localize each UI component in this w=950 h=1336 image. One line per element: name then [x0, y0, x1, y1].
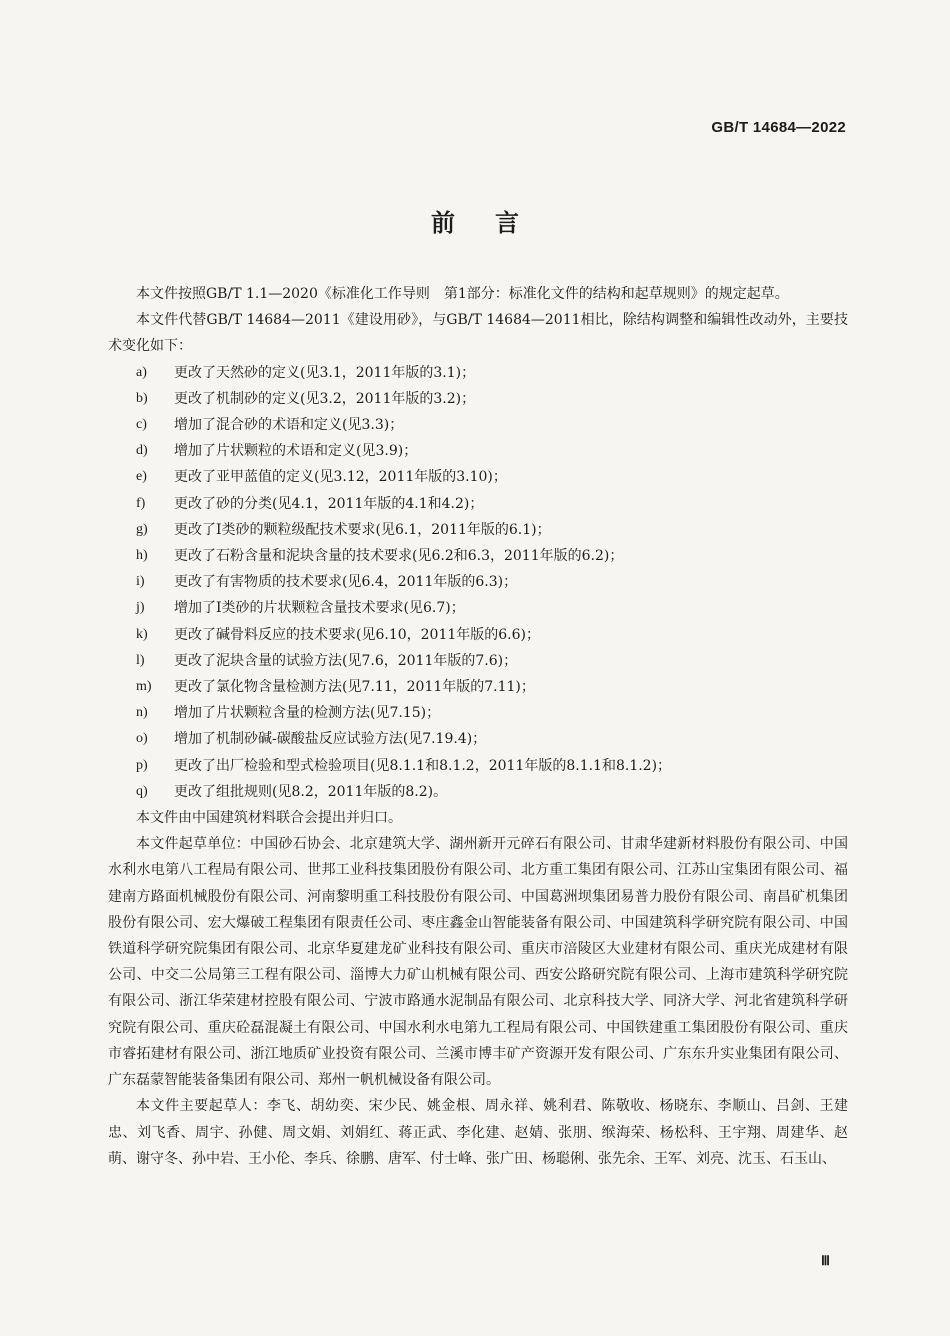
- list-marker: i): [136, 574, 145, 590]
- list-item-text: 增加了Ⅰ类砂的片状颗粒含量技术要求(见6.7)；: [174, 600, 465, 617]
- list-item-text: 增加了机制砂碱-碳酸盐反应试验方法(见7.19.4)；: [174, 731, 487, 748]
- technical-changes-list: [108, 360, 848, 805]
- list-item: [108, 438, 848, 464]
- list-item: [108, 726, 848, 752]
- list-item-text: 更改了碱骨料反应的技术要求(见6.10，2011年版的6.6)；: [174, 626, 540, 643]
- list-marker: h): [136, 548, 148, 564]
- list-item-text: 更改了Ⅰ类砂的颗粒级配技术要求(见6.1，2011年版的6.1)；: [174, 521, 551, 538]
- list-marker: q): [136, 783, 148, 799]
- list-marker: b): [136, 390, 148, 406]
- list-item: [108, 360, 848, 386]
- list-marker: a): [136, 364, 147, 380]
- list-marker: n): [136, 705, 148, 721]
- list-marker: p): [136, 757, 148, 773]
- list-item: [108, 464, 848, 490]
- list-marker: g): [136, 521, 148, 537]
- list-marker: c): [136, 417, 147, 433]
- list-marker: j): [136, 600, 145, 616]
- list-item: [108, 543, 848, 569]
- paragraph-drafting-rules: 本文件按照GB/T 1.1—2020《标准化工作导则 第1部分：标准化文件的结构和起草规则》的规定起草。: [136, 286, 789, 302]
- list-item: [108, 674, 848, 700]
- list-item-text: 更改了出厂检验和型式检验项目(见8.1.1和8.1.2，2011年版的8.1.1和8.1.2)；: [174, 757, 672, 774]
- list-item: [108, 595, 848, 621]
- list-item: [108, 753, 848, 779]
- list-item-text: 更改了氯化物含量检测方法(见7.11，2011年版的7.11)；: [174, 679, 535, 696]
- page-number: Ⅲ: [821, 1253, 830, 1268]
- list-item: [108, 622, 848, 648]
- list-item: [108, 491, 848, 517]
- list-item-text: 增加了片状颗粒的术语和定义(见3.9)；: [174, 443, 418, 460]
- paragraph-drafting-units: 本文件起草单位：中国砂石协会、北京建筑大学、湖州新开元碎石有限公司、甘肃华建新材料股份有限公司、中国水利水电第八工程局有限公司、世邦工业科技集团股份有限公司、北方重工集团有限公司、江苏山宝集团有限公司、福建南方路面机械股份有限公司、河南黎明重工科技股份有限公司、中国葛洲坝集团易普力股份有限公司、南昌矿机集团股份有限公司、宏大爆破工程集团有限责任公司、枣庄鑫金山智能装备有限公司、中国建筑科学研究院有限公司、中国铁道科学研究院集团有限公司、北京华夏建龙矿业科技有限公司、重庆市涪陵区大业建材有限公司、重庆光成建材有限公司、中交二公局第三工程有限公司、淄博大力矿山机械有限公司、西安公路研究院有限公司、上海市建筑科学研究院有限公司、浙江华荣建材控股有限公司、宁波市路通水泥制品有限公司、北京科技大学、同济大学、河北省建筑科学研究院有限公司、重庆砼磊混凝土有限公司、中国水利水电第九工程局有限公司、中国铁建重工集团股份有限公司、重庆市睿拓建材有限公司、浙江地质矿业投资有限公司、兰溪市博丰矿产资源开发有限公司、广东东升实业集团有限公司、广东磊蒙智能装备集团有限公司、郑州一帆机械设备有限公司。: [108, 836, 848, 1089]
- list-item: [108, 648, 848, 674]
- list-item: [108, 700, 848, 726]
- list-item: [108, 569, 848, 595]
- list-item: [108, 517, 848, 543]
- list-item-text: 更改了有害物质的技术要求(见6.4，2011年版的6.3)；: [174, 574, 518, 591]
- paragraph-drafters: 本文件主要起草人：李飞、胡幼奕、宋少民、姚金根、周永祥、姚利君、陈敬收、杨晓东、李顺山、吕剑、王建忠、刘飞香、周宇、孙健、周文娟、刘娟红、蒋正武、李化建、赵婧、张朋、缑海荣、杨松科、王宇翔、周建华、赵萌、谢守冬、孙中岩、王小伦、李兵、徐鹏、唐军、付士峰、张广田、杨聪俐、张先余、王军、刘亮、沈玉、石玉山、: [108, 1098, 848, 1167]
- list-item-text: 增加了混合砂的术语和定义(见3.3)；: [174, 417, 404, 434]
- list-marker: m): [136, 679, 152, 695]
- list-item: [108, 779, 848, 805]
- list-item: [108, 386, 848, 412]
- list-marker: e): [136, 469, 147, 485]
- paragraph-proposed-by: 本文件由中国建筑材料联合会提出并归口。: [136, 810, 402, 827]
- list-marker: o): [136, 731, 148, 747]
- list-item-text: 更改了砂的分类(见4.1，2011年版的4.1和4.2)；: [174, 495, 484, 512]
- list-marker: d): [136, 443, 148, 459]
- page-title: 前言: [431, 209, 559, 237]
- list-marker: l): [136, 652, 145, 668]
- list-item-text: 更改了石粉含量和泥块含量的技术要求(见6.2和6.3，2011年版的6.2)；: [174, 548, 624, 565]
- list-item-text: 更改了机制砂的定义(见3.2，2011年版的3.2)；: [174, 390, 476, 407]
- foreword-body: [108, 281, 848, 1172]
- list-marker: k): [136, 626, 148, 642]
- list-item-text: 更改了亚甲蓝值的定义(见3.12，2011年版的3.10)；: [174, 469, 507, 486]
- list-item: [108, 412, 848, 438]
- paragraph-replaces: 本文件代替GB/T 14684—2011《建设用砂》，与GB/T 14684—2011相比，除结构调整和编辑性改动外，主要技术变化如下：: [108, 312, 848, 355]
- list-marker: f): [136, 495, 146, 511]
- standard-number: GB/T 14684—2022: [711, 119, 846, 136]
- list-item-text: 更改了泥块含量的试验方法(见7.6，2011年版的7.6)；: [174, 652, 518, 669]
- list-item-text: 更改了组批规则(见8.2，2011年版的8.2)。: [174, 783, 448, 800]
- list-item-text: 增加了片状颗粒含量的检测方法(见7.15)；: [174, 705, 441, 722]
- list-item-text: 更改了天然砂的定义(见3.1，2011年版的3.1)；: [174, 364, 476, 381]
